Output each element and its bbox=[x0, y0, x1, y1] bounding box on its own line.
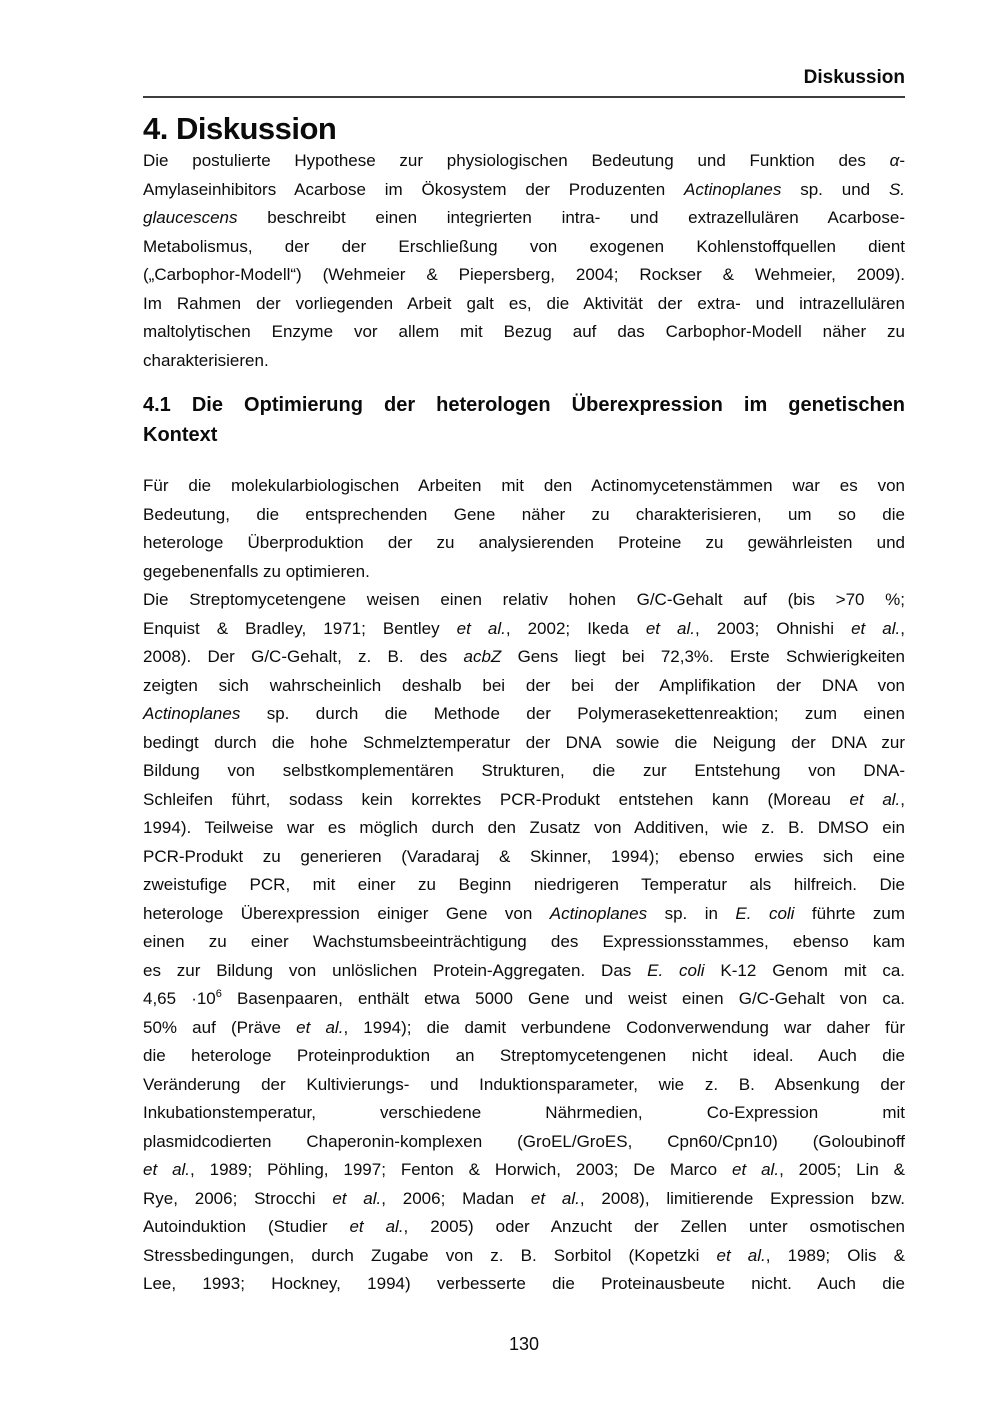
text-segment: Rye, 2006; Strocchi bbox=[143, 1188, 333, 1208]
text-segment: Metabolismus, der der Erschließung von exogenen Kohlenstoffquellen dient bbox=[143, 236, 905, 256]
text-line bbox=[143, 472, 905, 501]
italic-text: acbZ bbox=[463, 647, 502, 666]
text-line bbox=[143, 420, 905, 450]
text-line bbox=[143, 233, 905, 262]
text-segment: Im Rahmen der vorliegenden Arbeit galt es, die Aktivität der extra- und intrazellulären bbox=[143, 293, 905, 313]
text-segment: Die Streptomycetengene weisen einen relativ hohen G/C-Gehalt auf (bis >70 %; bbox=[143, 590, 905, 609]
text-segment: , 2003; Ohnishi bbox=[695, 618, 852, 638]
chapter-heading: 4. Diskussion bbox=[143, 111, 337, 146]
italic-text: et al. bbox=[851, 618, 901, 638]
page-content bbox=[0, 66, 1000, 1299]
text-line bbox=[143, 390, 905, 420]
text-segment: , 1989; Olis & bbox=[765, 1245, 905, 1265]
italic-text: E. coli bbox=[647, 960, 705, 980]
text-segment: , 1989; Pöhling, 1997; Fenton & Horwich, 2003; De Marco bbox=[190, 1160, 733, 1179]
text-segment: plasmidcodierten Chaperonin-komplexen (GroEL/GroES, Cpn60/Cpn10) (Goloubinoff bbox=[143, 1131, 905, 1151]
italic-text: Actinoplanes bbox=[143, 704, 241, 723]
text-line bbox=[143, 1185, 905, 1214]
text-segment: Basenpaaren, enthält etwa 5000 Gene und weist einen G/C-Gehalt von ca. bbox=[221, 989, 905, 1008]
text-segment: sp. in bbox=[647, 903, 736, 923]
italic-text: et al. bbox=[645, 618, 696, 638]
text-line bbox=[143, 261, 905, 290]
italic-text: et al. bbox=[349, 1217, 404, 1236]
text-segment: 1994). Teilweise war es möglich durch den Zusatz von Additiven, wie z. B. DMSO ein bbox=[143, 818, 905, 837]
text-segment: , 2006; Madan bbox=[381, 1188, 531, 1208]
text-segment: die heterologe Proteinproduktion an Streptomycetengenen nicht ideal. Auch die bbox=[143, 1046, 905, 1065]
text-segment: beschreibt einen integrierten intra- und extrazellulären Acarbose- bbox=[237, 208, 905, 227]
italic-text: et al. bbox=[296, 1017, 344, 1037]
text-segment: Gens liegt bei 72,3%. Erste Schwierigkeiten bbox=[501, 647, 905, 666]
text-segment: sp. durch die Methode der Polymerasekettenreaktion; zum einen bbox=[240, 704, 905, 723]
intro-paragraph bbox=[143, 147, 905, 375]
text-segment: - bbox=[899, 151, 905, 170]
text-line bbox=[143, 814, 905, 843]
text-segment: („Carbophor-Modell“) (Wehmeier & Piepersberg, 2004; Rockser & Wehmeier, 2009). bbox=[143, 265, 905, 284]
text-line bbox=[143, 318, 905, 347]
text-segment: Inkubationstemperatur, verschiedene Nährmedien, Co-Expression mit bbox=[143, 1103, 905, 1122]
text-segment: Veränderung der Kultivierungs- und Induktionsparameter, wie z. B. Absenkung der bbox=[143, 1074, 905, 1094]
italic-text: et al. bbox=[143, 1160, 191, 1179]
text-line bbox=[143, 290, 905, 319]
text-line bbox=[143, 501, 905, 530]
text-segment: , 1994); die damit verbundene Codonverwendung war daher für bbox=[343, 1017, 905, 1037]
paragraph bbox=[143, 472, 905, 586]
text-segment: , 2002; Ikeda bbox=[505, 618, 646, 638]
text-line bbox=[143, 871, 905, 900]
text-segment: Bedeutung, die entsprechenden Gene näher zu charakterisieren, um so die bbox=[143, 504, 905, 524]
text-line bbox=[143, 729, 905, 758]
text-segment: Bildung von selbstkomplementären Strukturen, die zur Entstehung von DNA- bbox=[143, 761, 905, 780]
text-segment: Schleifen führt, sodass kein korrektes PCR-Produkt entstehen kann (Moreau bbox=[143, 789, 850, 809]
italic-text: et al. bbox=[716, 1245, 766, 1265]
text-line bbox=[143, 928, 905, 957]
text-line bbox=[143, 643, 905, 672]
text-segment: Lee, 1993; Hockney, 1994) verbesserte die Proteinausbeute nicht. Auch die bbox=[143, 1274, 905, 1293]
text-segment: maltolytischen Enzyme vor allem mit Bezug auf das Carbophor-Modell näher zu bbox=[143, 322, 905, 341]
text-segment: zweistufige PCR, mit einer zu Beginn niedrigeren Temperatur als hilfreich. Die bbox=[143, 875, 905, 894]
text-line bbox=[143, 176, 905, 205]
text-line bbox=[143, 1042, 905, 1071]
text-line bbox=[143, 529, 905, 558]
text-segment: heterologe Überexpression einiger Gene von bbox=[143, 903, 550, 923]
text-segment: 4.1 Die Optimierung der heterologen Überexpression im genetischen bbox=[143, 394, 905, 416]
text-segment: , 2005) oder Anzucht der Zellen unter osmotischen bbox=[403, 1217, 905, 1236]
text-line bbox=[143, 1270, 905, 1299]
text-segment: Kontext bbox=[143, 424, 218, 446]
text-segment: Autoinduktion (Studier bbox=[143, 1217, 350, 1236]
text-segment: 50% auf (Präve bbox=[143, 1017, 297, 1037]
section-heading bbox=[143, 390, 905, 450]
italic-text: et al. bbox=[456, 618, 506, 638]
italic-text: S. bbox=[888, 179, 905, 199]
text-segment: , 2008), limitierende Expression bzw. bbox=[579, 1188, 906, 1208]
text-segment: , bbox=[900, 789, 906, 809]
text-line bbox=[143, 204, 905, 233]
header-divider-rule bbox=[143, 96, 905, 98]
text-line bbox=[143, 347, 905, 376]
text-segment: Die postulierte Hypothese zur physiologischen Bedeutung und Funktion des bbox=[143, 151, 890, 170]
text-segment: Für die molekularbiologischen Arbeiten mit den Actinomycetenstämmen war es von bbox=[143, 476, 905, 495]
text-line bbox=[143, 147, 905, 176]
text-line bbox=[143, 957, 905, 986]
text-line bbox=[143, 586, 905, 615]
text-segment: einen zu einer Wachstumsbeeinträchtigung des Expressionsstammes, ebenso kam bbox=[143, 932, 905, 951]
text-line bbox=[143, 985, 905, 1014]
text-segment: es zur Bildung von unlöslichen Protein-Aggregaten. Das bbox=[143, 960, 648, 980]
text-segment: gegebenenfalls zu optimieren. bbox=[143, 561, 370, 581]
text-line bbox=[143, 672, 905, 701]
text-line bbox=[143, 1128, 905, 1157]
text-line bbox=[143, 786, 905, 815]
text-segment: Enquist & Bradley, 1971; Bentley bbox=[143, 618, 457, 638]
text-line bbox=[143, 1242, 905, 1271]
italic-text: et al. bbox=[732, 1160, 780, 1179]
text-line bbox=[143, 757, 905, 786]
text-segment: PCR-Produkt zu generieren (Varadaraj & Skinner, 1994); ebenso erwies sich eine bbox=[143, 846, 905, 866]
page-number: 130 bbox=[508, 1334, 540, 1354]
italic-text: α bbox=[889, 151, 900, 170]
text-line bbox=[143, 1099, 905, 1128]
text-segment: führte zum bbox=[794, 903, 905, 923]
text-line bbox=[143, 1014, 905, 1043]
text-segment: sp. und bbox=[781, 179, 889, 199]
text-line bbox=[143, 1071, 905, 1100]
italic-text: et al. bbox=[530, 1188, 580, 1208]
text-line bbox=[143, 558, 905, 587]
paragraph bbox=[143, 586, 905, 1299]
text-line bbox=[143, 843, 905, 872]
text-segment: Stressbedingungen, durch Zugabe von z. B. Sorbitol (Kopetzki bbox=[143, 1245, 717, 1265]
text-segment: 2008). Der G/C-Gehalt, z. B. des bbox=[143, 647, 464, 666]
text-segment: bedingt durch die hohe Schmelztemperatur der DNA sowie die Neigung der DNA zur bbox=[143, 732, 905, 752]
text-segment: zeigten sich wahrscheinlich deshalb bei der bei der Amplifikation der DNA von bbox=[143, 675, 905, 695]
text-line bbox=[143, 615, 905, 644]
italic-text: glaucescens bbox=[143, 208, 238, 227]
text-line bbox=[143, 900, 905, 929]
text-segment: charakterisieren. bbox=[143, 350, 269, 370]
text-segment: K-12 Genom mit ca. bbox=[704, 960, 906, 980]
text-line bbox=[143, 1213, 905, 1242]
text-line bbox=[143, 1156, 905, 1185]
italic-text: Actinoplanes bbox=[549, 903, 648, 923]
running-header: Diskussion bbox=[803, 67, 905, 88]
text-segment: heterologe Überproduktion der zu analysierenden Proteine zu gewährleisten und bbox=[143, 533, 905, 552]
text-line bbox=[143, 700, 905, 729]
text-segment: , 2005; Lin & bbox=[779, 1160, 906, 1179]
text-segment: 4,65 ·10 bbox=[143, 989, 216, 1008]
italic-text: Actinoplanes bbox=[684, 179, 782, 199]
text-segment: Amylaseinhibitors Acarbose im Ökosystem der Produzenten bbox=[143, 179, 685, 199]
italic-text: E. coli bbox=[735, 903, 795, 923]
superscript-text: 6 bbox=[215, 988, 222, 1000]
body-paragraphs bbox=[143, 472, 905, 1299]
text-segment: , bbox=[900, 618, 905, 638]
italic-text: et al. bbox=[332, 1188, 382, 1208]
italic-text: et al. bbox=[849, 789, 901, 809]
